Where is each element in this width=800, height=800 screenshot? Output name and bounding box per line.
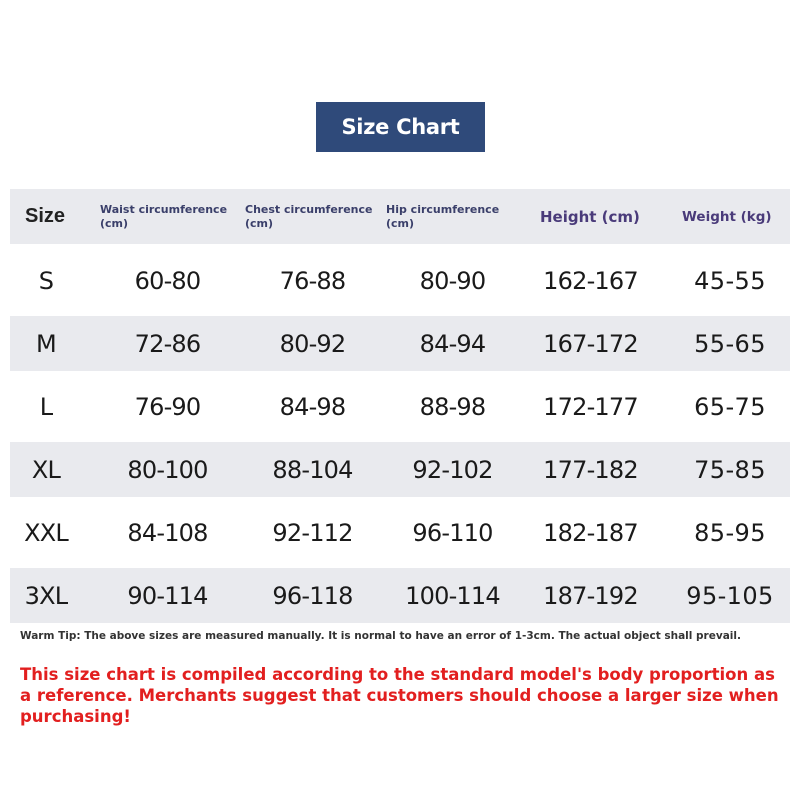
cell-size: S bbox=[38, 266, 54, 295]
header-waist-label: Waist circumference bbox=[100, 202, 228, 216]
cell-chest: 92-112 bbox=[272, 518, 353, 547]
header-waist bbox=[100, 189, 230, 244]
cell-height: 187-192 bbox=[543, 581, 638, 610]
cell-weight: 55-65 bbox=[694, 329, 766, 358]
cell-hip: 96-110 bbox=[412, 518, 493, 547]
header-hip-label: Hip circumference bbox=[386, 202, 500, 216]
cell-chest: 84-98 bbox=[279, 392, 346, 421]
cell-waist: 84-108 bbox=[127, 518, 208, 547]
cell-hip: 92-102 bbox=[412, 455, 493, 484]
cell-size: XL bbox=[31, 455, 61, 484]
cell-size: M bbox=[36, 329, 56, 358]
cell-height: 167-172 bbox=[543, 329, 638, 358]
cell-height: 182-187 bbox=[543, 518, 638, 547]
size-table bbox=[10, 189, 790, 623]
cell-weight: 65-75 bbox=[694, 392, 766, 421]
cell-weight: 95-105 bbox=[686, 581, 774, 610]
cell-waist: 60-80 bbox=[134, 266, 201, 295]
table-row-3xl bbox=[10, 568, 790, 623]
table-header-row bbox=[10, 189, 790, 244]
cell-hip: 80-90 bbox=[419, 266, 486, 295]
page-title: Size Chart bbox=[316, 102, 485, 152]
header-chest-label: Chest circumference bbox=[245, 202, 373, 216]
cell-waist: 90-114 bbox=[127, 581, 208, 610]
table-row-xxl bbox=[10, 505, 790, 560]
header-chest bbox=[245, 189, 385, 244]
cell-height: 172-177 bbox=[543, 392, 638, 421]
header-hip bbox=[386, 189, 521, 244]
cell-chest: 88-104 bbox=[272, 455, 353, 484]
cell-waist: 80-100 bbox=[127, 455, 208, 484]
cell-waist: 72-86 bbox=[134, 329, 201, 358]
table-row-m bbox=[10, 316, 790, 371]
cell-weight: 75-85 bbox=[694, 455, 766, 484]
cell-waist: 76-90 bbox=[134, 392, 201, 421]
cell-size: L bbox=[39, 392, 53, 421]
cell-weight: 45-55 bbox=[694, 266, 766, 295]
table-row-xl bbox=[10, 442, 790, 497]
header-waist-unit: (cm) bbox=[100, 216, 129, 230]
table-row-s bbox=[10, 253, 790, 308]
cell-chest: 80-92 bbox=[279, 329, 346, 358]
cell-chest: 76-88 bbox=[279, 266, 346, 295]
header-height: Height (cm) bbox=[540, 207, 640, 226]
header-size: Size bbox=[24, 205, 66, 227]
cell-height: 177-182 bbox=[543, 455, 638, 484]
cell-weight: 85-95 bbox=[694, 518, 766, 547]
header-chest-unit: (cm) bbox=[245, 216, 274, 230]
warm-tip: Warm Tip: The above sizes are measured manually. It is normal to have an error of 1-3cm. The actual object shall prevail. bbox=[20, 630, 741, 642]
header-hip-unit: (cm) bbox=[386, 216, 415, 230]
size-note: This size chart is compiled according to the standard model's body proportion as a reference. Merchants suggest that customers should choose a larger size when purchasing! bbox=[20, 665, 779, 726]
table-row-l bbox=[10, 379, 790, 434]
header-weight: Weight (kg) bbox=[682, 208, 772, 225]
cell-size: XXL bbox=[24, 518, 68, 547]
cell-hip: 88-98 bbox=[419, 392, 486, 421]
cell-hip: 84-94 bbox=[419, 329, 486, 358]
cell-height: 162-167 bbox=[543, 266, 638, 295]
cell-size: 3XL bbox=[24, 581, 68, 610]
cell-hip: 100-114 bbox=[405, 581, 500, 610]
cell-chest: 96-118 bbox=[272, 581, 353, 610]
